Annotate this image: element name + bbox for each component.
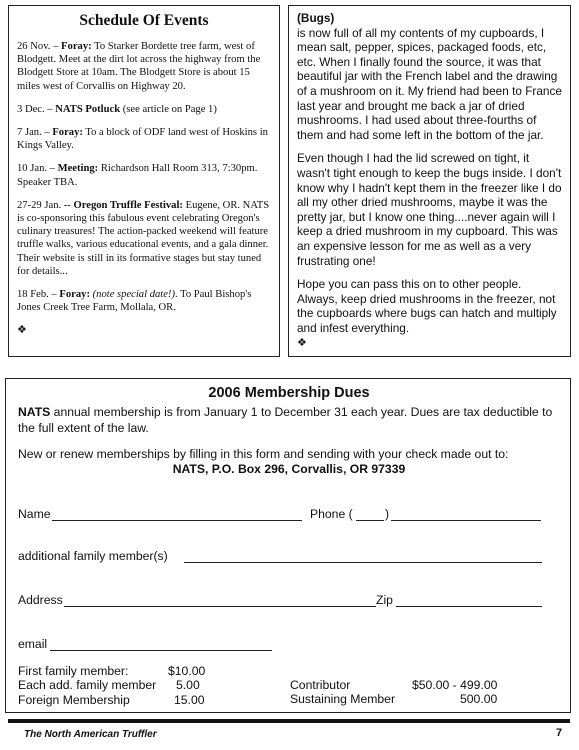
fee-row [18, 693, 205, 707]
fee-amount: $50.00 - 499.00 [412, 678, 498, 692]
event-text: (see article on Page 1) [120, 103, 217, 115]
schedule-box [8, 5, 280, 357]
event-date: 3 Dec. – [17, 103, 56, 115]
event-item [17, 199, 271, 278]
membership-title: 2006 Membership Dues [208, 385, 370, 401]
name-field[interactable] [52, 520, 302, 521]
fees-right-list [290, 678, 497, 707]
end-mark-icon: ❖ [297, 337, 307, 350]
fee-label: Contributor [290, 678, 351, 692]
event-note: (note special date!) [92, 289, 175, 301]
family-field[interactable] [184, 562, 542, 563]
membership-intro [18, 404, 560, 436]
fees-left-list [18, 664, 205, 707]
intro-bold: NATS [18, 405, 51, 419]
fee-amount: 15.00 [174, 692, 205, 707]
fee-row [18, 664, 205, 678]
event-label: Foray: [52, 127, 83, 139]
fee-amount: $10.00 [168, 664, 206, 678]
phone-paren-close: ) [385, 507, 390, 521]
event-item [17, 288, 271, 314]
end-mark-icon: ❖ [17, 324, 27, 337]
family-label: additional family member(s) [18, 549, 168, 563]
page-number: 7 [556, 727, 563, 739]
event-date: 7 Jan. – [17, 127, 53, 139]
bugs-text: is now full of all my contents of my cupboards, I mean salt, pepper, spices, packaged foods, etc, etc. When I finally found the source, it was that beautiful jar with the French label and the drawing of a mushroom on it. My friend had been to France last year and brought me back a jar of dried mushrooms. I had used about three-fourths of them and had some left in the bottom of the jar. [297, 25, 562, 142]
intro-text: annual membership is from January 1 to December 31 each year. Dues are tax deductible to the full extent of the law. [18, 405, 553, 435]
membership-form [5, 378, 571, 713]
fee-label: Foreign Membership [18, 692, 130, 707]
bugs-paragraph [297, 11, 564, 142]
event-text: Eugene, OR. NATS is co-sponsoring this fabulous event celebrating Oregon's culinary treasures! The action-packed weekend will feature truffle walks, various educational events, and a gala dinner. Their website is still in its formative stages but stay tuned for details... [17, 199, 270, 277]
bugs-article-box [288, 5, 571, 357]
event-date: 18 Feb. – [17, 289, 60, 301]
bugs-text: Hope you can pass this on to other people. Always, keep dried mushrooms in the freezer, not the cupboards where bugs can hatch and multiply and infest everything. [297, 277, 557, 335]
fee-row [290, 678, 497, 692]
event-date: 10 Jan. – [17, 163, 58, 175]
fee-amount: 5.00 [176, 678, 200, 693]
event-item [17, 103, 271, 116]
zip-field[interactable] [396, 606, 542, 607]
event-item [17, 162, 271, 188]
event-label: NATS Potluck [55, 103, 121, 115]
mailing-address: NATS, P.O. Box 296, Corvallis, OR 97339 [172, 462, 406, 476]
membership-instructions: New or renew memberships by filling in this form and sending with your check made out to: [18, 447, 509, 461]
bugs-paragraph [297, 277, 564, 350]
event-text: To Starker Bordette tree farm, west of Blodgett. Meet at the dirt lot across the highway from the Blodgett Store at 10am. The Blodgett Store is about 15 miles west of Corvallis on Highway 20. [17, 41, 261, 92]
email-label: email [18, 637, 48, 651]
event-label: Oregon Truffle Festival: [73, 199, 183, 211]
schedule-title: Schedule Of Events [79, 12, 209, 29]
name-label: Name [18, 507, 51, 521]
event-date: 26 Nov. – [17, 41, 62, 52]
bugs-paragraph: Even though I had the lid screwed on tight, it wasn't tight enough to keep the bugs inside. I don't know why I hadn't kept them in the freezer like I do all my other dried mushrooms, maybe it was the pretty jar, but I know one thing....never again will I keep a dried mushroom in my cupboard. This was an expensive lesson for me as well as a very frustrating one! [297, 151, 562, 268]
email-field[interactable] [50, 650, 272, 651]
phone-number-field[interactable] [391, 520, 541, 521]
event-label: Foray: [61, 41, 92, 52]
fee-row [290, 692, 497, 706]
footer-rule [8, 719, 570, 723]
fee-label: Sustaining Member [290, 692, 395, 707]
event-label: Foray: [59, 289, 90, 301]
event-text: . To Paul Bishop's Jones Creek Tree Farm, Mollala, OR. [17, 289, 252, 314]
phone-label: Phone ( [310, 507, 353, 521]
fee-amount: 500.00 [460, 692, 498, 707]
fee-row [18, 678, 205, 692]
event-item [17, 40, 271, 93]
bugs-heading: (Bugs) [297, 11, 335, 25]
fee-label: First family member: [18, 664, 129, 678]
address-label: Address [18, 593, 63, 607]
footer-title: The North American Truffler [24, 729, 157, 740]
event-text: Richardson Hall Room 313, 7:30pm. Speaker TBA. [17, 163, 258, 188]
event-text: To a block of ODF land west of Hoskins in Kings Valley. [17, 127, 268, 152]
event-label: Meeting: [57, 163, 99, 175]
event-item [17, 126, 271, 152]
phone-area-code-field[interactable] [356, 520, 384, 521]
zip-label: Zip [376, 593, 393, 607]
address-field[interactable] [64, 606, 376, 607]
fee-label: Each add. family member [18, 678, 157, 693]
event-date: 27-29 Jan. -- [17, 199, 74, 211]
